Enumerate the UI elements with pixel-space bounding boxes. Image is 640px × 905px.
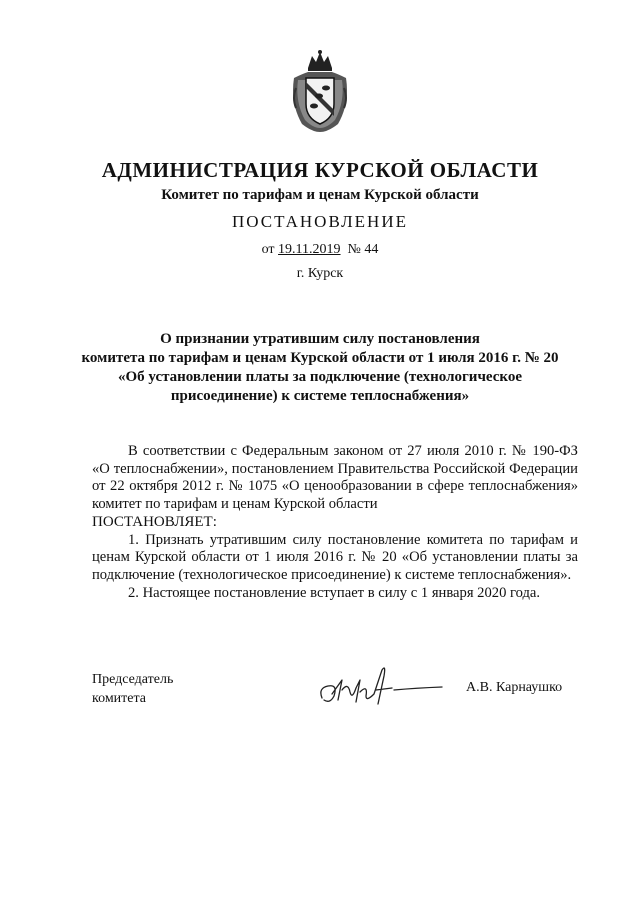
signatory-name: А.В. Карнаушко [466, 680, 563, 695]
subject-line: О признании утратившим силу постановления [160, 331, 480, 347]
subject-line: комитета по тарифам и ценам Курской области от 1 июля 2016 г. № 20 [81, 350, 559, 366]
signatory-title [92, 670, 173, 708]
signatory-title-line-2: комитета [92, 691, 147, 706]
subject-line: «Об установлении платы за подключение (технологическое [117, 369, 523, 385]
subject-line: присоединение) к системе теплоснабжения» [170, 388, 470, 404]
handwritten-signature [316, 660, 446, 708]
decree-date-number [0, 242, 640, 258]
decree-date: 19.11.2019 [278, 242, 341, 257]
date-prefix: от [261, 242, 275, 257]
item-2-paragraph: 2. Настоящее постановление вступает в силу с 1 января 2020 года. [128, 584, 541, 601]
document-type: ПОСТАНОВЛЕНИЕ [231, 212, 408, 231]
decree-word: ПОСТАНОВЛЯЕТ: [92, 513, 217, 530]
coat-of-arms-icon [288, 48, 352, 134]
document-subject [0, 330, 640, 406]
committee-name: Комитет по тарифам и ценам Курской области [161, 187, 479, 203]
organization-title: АДМИНИСТРАЦИЯ КУРСКОЙ ОБЛАСТИ [101, 158, 539, 182]
item-1-paragraph: 1. Признать утратившим силу постановление комитета по тарифам и ценам Курской области от 1 июля 2016 г. № 20 «Об установлении платы за подключение (технологическое присоединение) к системе теплоснабжения». [92, 531, 578, 583]
decree-number: № 44 [347, 242, 379, 257]
signatory-title-line-1: Председатель [92, 672, 174, 687]
city: г. Курск [296, 266, 344, 281]
document-body [92, 443, 578, 602]
preamble-paragraph: В соответствии с Федеральным законом от 27 июля 2010 г. № 190-ФЗ «О теплоснабжении», постановлением Правительства Российской Федерации от 22 октября 2012 г. № 1075 «О ценообразовании в сфере теплоснабжения» комитет по тарифам и ценам Курской области [92, 443, 578, 513]
